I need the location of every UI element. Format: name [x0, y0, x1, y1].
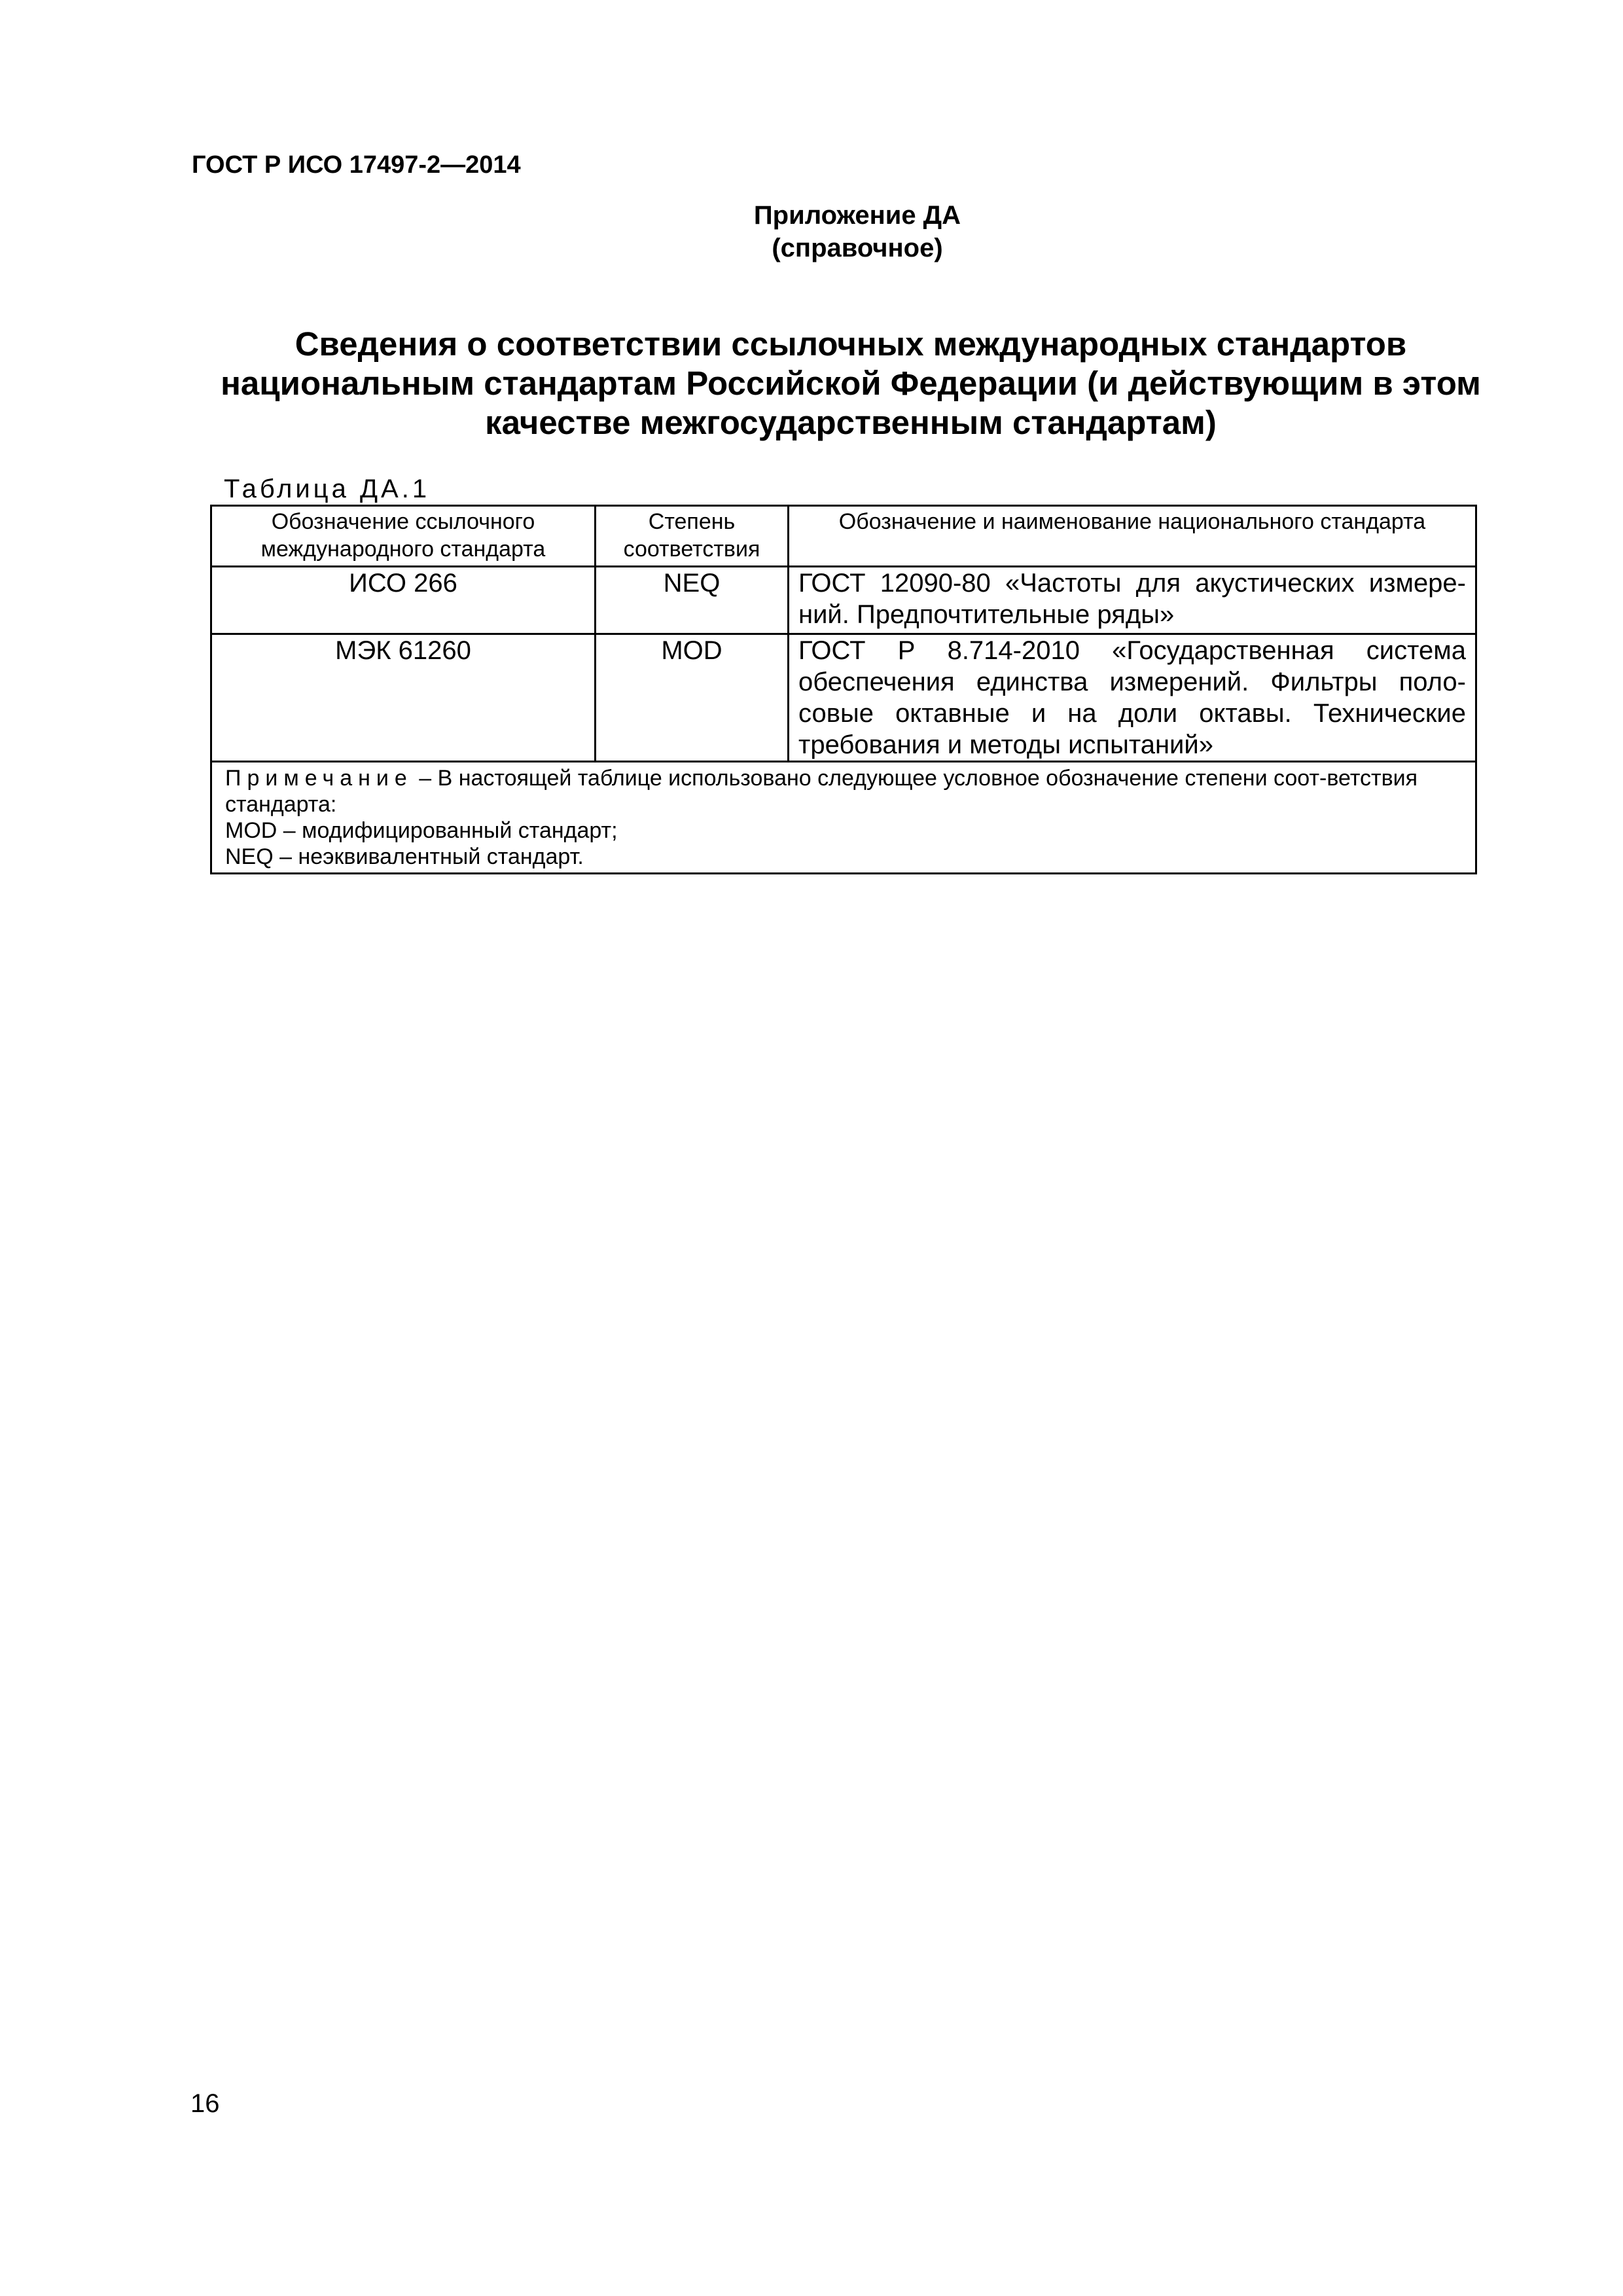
section-title [196, 325, 1505, 442]
column-header-degree: Степень соответствия [596, 506, 789, 567]
degree-cell: NEQ [596, 567, 789, 634]
annex-heading [681, 199, 1034, 264]
reference-standards-table [210, 505, 1477, 874]
table-note-row [211, 762, 1476, 874]
note-item: MOD – модифицированный стандарт; [225, 818, 618, 843]
note-paragraph [225, 765, 1465, 817]
annex-subtitle: (справочное) [772, 234, 943, 262]
column-header-national: Обозначение и наименование национального стандарта [789, 506, 1476, 567]
table-caption: Таблица ДА.1 [224, 475, 431, 503]
degree-cell: MOD [596, 634, 789, 762]
section-title-line: Сведения о соответствии ссылочных международных стандартов [294, 325, 1407, 363]
table-note [211, 762, 1476, 874]
table-row [211, 567, 1476, 634]
document-code: ГОСТ Р ИСО 17497-2—2014 [192, 151, 521, 179]
section-title-line: национальным стандартам Российской Федерации (и действующим в этом [221, 365, 1481, 402]
reference-standard-cell: ИСО 266 [211, 567, 596, 634]
table-header-row [211, 506, 1476, 567]
table-row [211, 634, 1476, 762]
note-label: Примечание [225, 766, 413, 791]
annex-title: Приложение ДА [753, 201, 961, 230]
page-number: 16 [190, 2089, 220, 2118]
reference-standard-cell: МЭК 61260 [211, 634, 596, 762]
section-title-line: качестве межгосударственным стандартам) [485, 404, 1217, 441]
national-standard-cell: ГОСТ 12090-80 «Частоты для акустических измере-ний. Предпочтительные ряды» [789, 567, 1476, 634]
national-standard-cell: ГОСТ Р 8.714-2010 «Государственная система обеспечения единства измерений. Фильтры поло-совые октавные и на доли октавы. Технические требования и методы испытаний» [789, 634, 1476, 762]
column-header-reference: Обозначение ссылочного международного стандарта [211, 506, 596, 567]
note-item: NEQ – неэквивалентный стандарт. [225, 844, 584, 869]
note-text: – В настоящей таблице использовано следующее условное обозначение степени соот-ветствия стандарта: [225, 766, 1418, 817]
